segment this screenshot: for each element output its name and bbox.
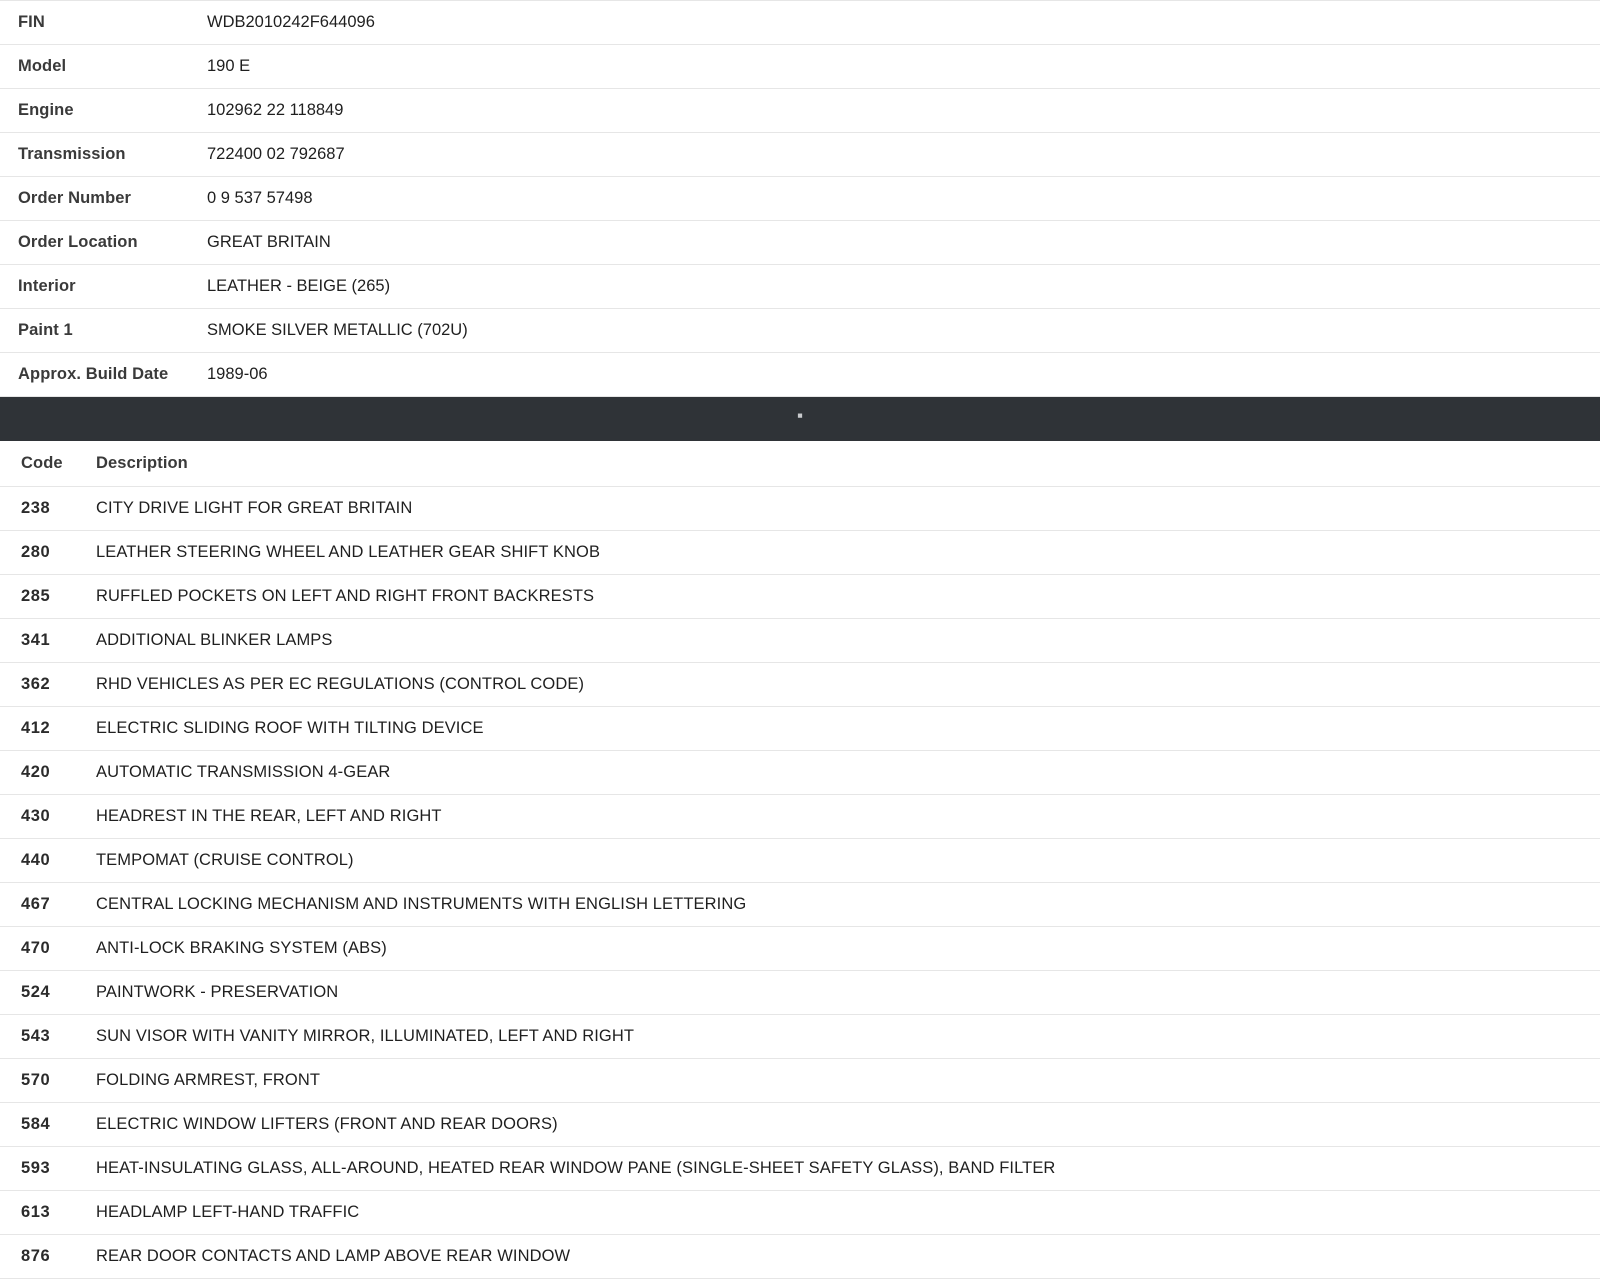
table-header-row [0,441,1600,487]
option-description: RHD VEHICLES AS PER EC REGULATIONS (CONTROL CODE) [96,675,585,693]
vehicle-field-value: 0 9 537 57498 [207,189,313,207]
table-row [0,1059,1600,1103]
option-code: 430 [21,807,51,825]
table-row [0,177,1600,221]
option-description: HEAT-INSULATING GLASS, ALL-AROUND, HEATED REAR WINDOW PANE (SINGLE-SHEET SAFETY GLASS), BAND FILTER [96,1159,1056,1177]
option-code: 285 [21,587,51,605]
option-description: REAR DOOR CONTACTS AND LAMP ABOVE REAR WINDOW [96,1247,571,1265]
option-description: CENTRAL LOCKING MECHANISM AND INSTRUMENTS WITH ENGLISH LETTERING [96,895,747,913]
table-row [0,971,1600,1015]
option-description: ANTI-LOCK BRAKING SYSTEM (ABS) [96,939,387,957]
option-code: 467 [21,895,51,913]
band-marker-icon: ▪ [796,406,804,425]
option-description: PAINTWORK - PRESERVATION [96,983,339,1001]
option-description: TEMPOMAT (CRUISE CONTROL) [96,851,354,869]
vehicle-field-label: Order Number [18,189,132,207]
option-code: 470 [21,939,51,957]
option-code: 440 [21,851,51,869]
option-code: 584 [21,1115,51,1133]
option-code: 543 [21,1027,51,1045]
option-code: 238 [21,499,51,517]
option-description: SUN VISOR WITH VANITY MIRROR, ILLUMINATED, LEFT AND RIGHT [96,1027,635,1045]
option-code: 524 [21,983,51,1001]
vehicle-field-value: 102962 22 118849 [207,101,344,119]
vehicle-field-label: Transmission [18,145,126,163]
table-row [0,221,1600,265]
column-header-description: Description [96,454,188,472]
table-row [0,89,1600,133]
table-row [0,1235,1600,1279]
option-code: 280 [21,543,51,561]
table-row [0,353,1600,397]
option-codes-body [0,487,1600,1279]
table-row [0,883,1600,927]
table-row [0,707,1600,751]
option-codes-table [0,441,1600,1279]
vehicle-field-value: 1989-06 [207,365,268,383]
table-row [0,619,1600,663]
table-row [0,751,1600,795]
option-description: HEADLAMP LEFT-HAND TRAFFIC [96,1203,360,1221]
vehicle-field-value: LEATHER - BEIGE (265) [207,277,391,295]
vehicle-field-label: FIN [18,13,45,31]
table-row [0,133,1600,177]
option-code: 876 [21,1247,51,1265]
column-header-code: Code [21,454,63,472]
vehicle-field-label: Interior [18,277,76,295]
table-row [0,487,1600,531]
section-divider-band [0,397,1600,441]
table-row [0,795,1600,839]
vehicle-field-label: Paint 1 [18,321,73,339]
table-row [0,265,1600,309]
table-row [0,1191,1600,1235]
vehicle-summary-body [0,1,1600,397]
option-code: 593 [21,1159,51,1177]
table-row [0,309,1600,353]
option-description: CITY DRIVE LIGHT FOR GREAT BRITAIN [96,499,413,517]
option-code: 613 [21,1203,51,1221]
vehicle-field-label: Model [18,57,67,75]
option-description: ELECTRIC WINDOW LIFTERS (FRONT AND REAR DOORS) [96,1115,558,1133]
vehicle-field-value: 190 E [207,57,251,75]
vehicle-field-value: 722400 02 792687 [207,145,345,163]
option-code: 420 [21,763,51,781]
option-description: ELECTRIC SLIDING ROOF WITH TILTING DEVICE [96,719,484,737]
option-description: FOLDING ARMREST, FRONT [96,1071,321,1089]
option-code: 341 [21,631,51,649]
table-row [0,531,1600,575]
table-row [0,575,1600,619]
option-code: 412 [21,719,51,737]
table-row [0,45,1600,89]
table-row [0,839,1600,883]
vehicle-field-value: WDB2010242F644096 [207,13,375,31]
option-description: AUTOMATIC TRANSMISSION 4-GEAR [96,763,391,781]
table-row [0,1,1600,45]
table-row [0,663,1600,707]
option-code: 570 [21,1071,51,1089]
vehicle-field-value: SMOKE SILVER METALLIC (702U) [207,321,468,339]
vehicle-field-value: GREAT BRITAIN [207,233,331,251]
option-description: ADDITIONAL BLINKER LAMPS [96,631,333,649]
option-code: 362 [21,675,51,693]
option-description: LEATHER STEERING WHEEL AND LEATHER GEAR SHIFT KNOB [96,543,601,561]
vehicle-field-label: Engine [18,101,74,119]
option-description: RUFFLED POCKETS ON LEFT AND RIGHT FRONT BACKRESTS [96,587,595,605]
vehicle-summary-table [0,0,1600,397]
vehicle-field-label: Order Location [18,233,138,251]
table-row [0,1015,1600,1059]
table-row [0,927,1600,971]
option-codes-header [0,441,1600,487]
table-row [0,1103,1600,1147]
table-row [0,1147,1600,1191]
vehicle-field-label: Approx. Build Date [18,365,169,383]
option-description: HEADREST IN THE REAR, LEFT AND RIGHT [96,807,442,825]
